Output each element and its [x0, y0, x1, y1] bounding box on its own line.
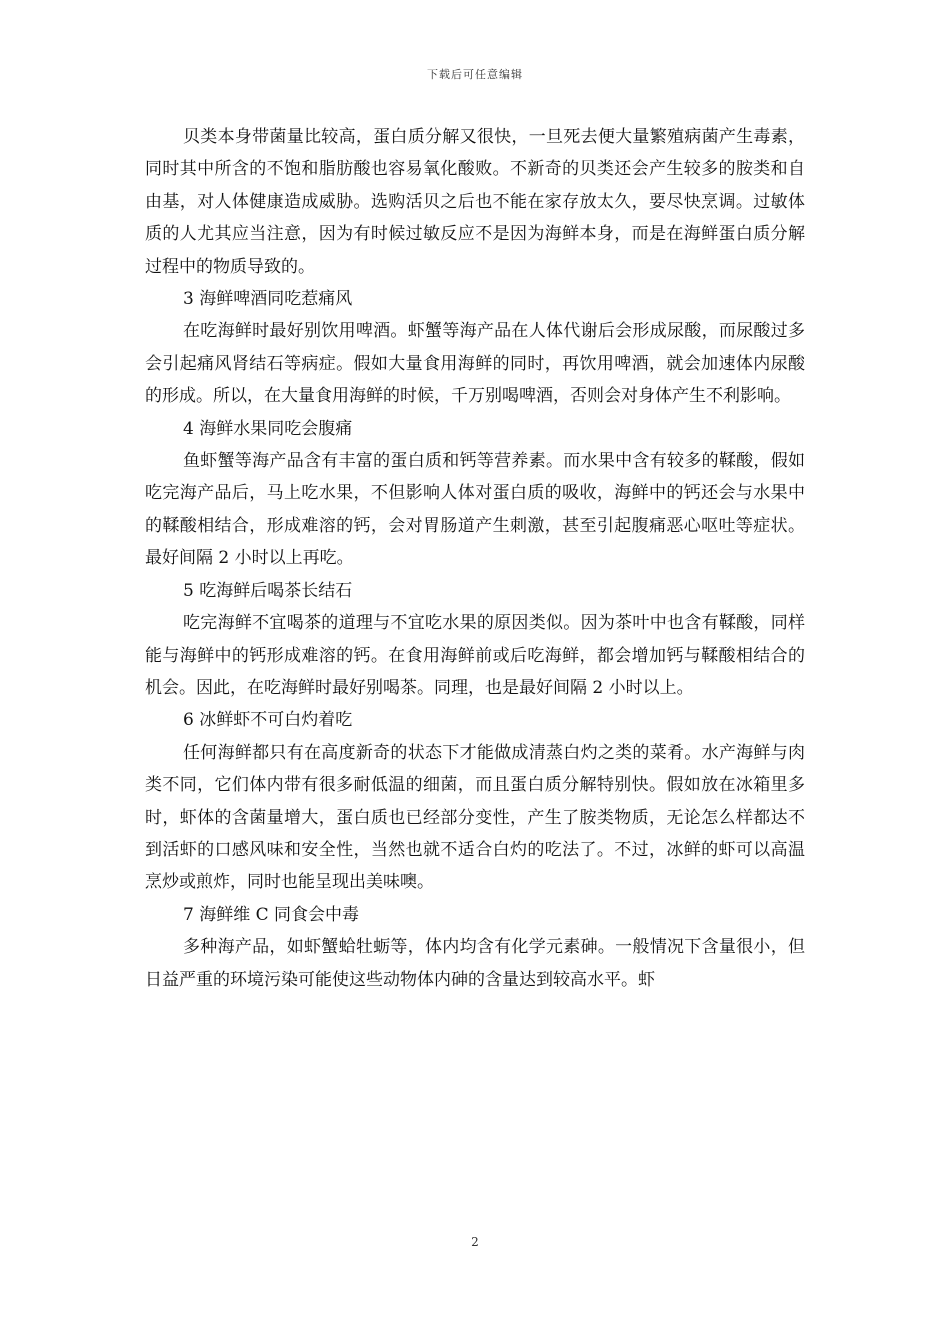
paragraph-beer: 在吃海鲜时最好别饮用啤酒。虾蟹等海产品在人体代谢后会形成尿酸，而尿酸过多会引起痛风肾结石等病症。假如大量食用海鲜的同时，再饮用啤酒，就会加速体内尿酸的形成。所以，在大量食用海鲜的时候，千万别喝啤酒，否则会对身体产生不利影响。 — [145, 321, 805, 407]
document-body — [145, 121, 805, 996]
paragraph-fruit: 鱼虾蟹等海产品含有丰富的蛋白质和钙等营养素。而水果中含有较多的鞣酸，假如吃完海产品后，马上吃水果，不但影响人体对蛋白质的吸收，海鲜中的钙还会与水果中的鞣酸相结合，形成难溶的钙，会对胃肠道产生刺激，甚至引起腹痛恶心呕吐等症状。最好间隔 2 小时以上再吃。 — [145, 451, 805, 569]
section-heading-3: 3 海鲜啤酒同吃惹痛风 — [183, 289, 353, 310]
paragraph-shellfish: 贝类本身带菌量比较高，蛋白质分解又很快，一旦死去便大量繁殖病菌产生毒素，同时其中所含的不饱和脂肪酸也容易氧化酸败。不新奇的贝类还会产生较多的胺类和自由基，对人体健康造成威胁。选购活贝之后也不能在家存放太久，要尽快烹调。过敏体质的人尤其应当注意，因为有时候过敏反应不是因为海鲜本身，而是在海鲜蛋白质分解过程中的物质导致的。 — [145, 127, 805, 277]
paragraph-vitamin-c: 多种海产品，如虾蟹蛤牡蛎等，体内均含有化学元素砷。一般情况下含量很小，但日益严重的环境污染可能使这些动物体内砷的含量达到较高水平。虾 — [145, 937, 805, 990]
section-heading-5: 5 吃海鲜后喝茶长结石 — [183, 580, 353, 601]
page-header: 下载后可任意编辑 — [427, 68, 523, 81]
section-heading-4: 4 海鲜水果同吃会腹痛 — [183, 418, 353, 439]
section-heading-6: 6 冰鲜虾不可白灼着吃 — [183, 710, 353, 731]
paragraph-tea: 吃完海鲜不宜喝茶的道理与不宜吃水果的原因类似。因为茶叶中也含有鞣酸，同样能与海鲜中的钙形成难溶的钙。在食用海鲜前或后吃海鲜，都会增加钙与鞣酸相结合的机会。因此，在吃海鲜时最好别喝茶。同理，也是最好间隔 2 小时以上。 — [145, 613, 805, 698]
page-number: 2 — [471, 1235, 479, 1249]
section-heading-7: 7 海鲜维 C 同食会中毒 — [183, 904, 360, 925]
paragraph-frozen-shrimp: 任何海鲜都只有在高度新奇的状态下才能做成清蒸白灼之类的菜肴。水产海鲜与肉类不同，它们体内带有很多耐低温的细菌，而且蛋白质分解特别快。假如放在冰箱里多时，虾体的含菌量增大，蛋白质也已经部分变性，产生了胺类物质，无论怎么样都达不到活虾的口感风味和安全性，当然也就不适合白灼的吃法了。不过，冰鲜的虾可以高温烹炒或煎炸，同时也能呈现出美味噢。 — [145, 742, 805, 893]
